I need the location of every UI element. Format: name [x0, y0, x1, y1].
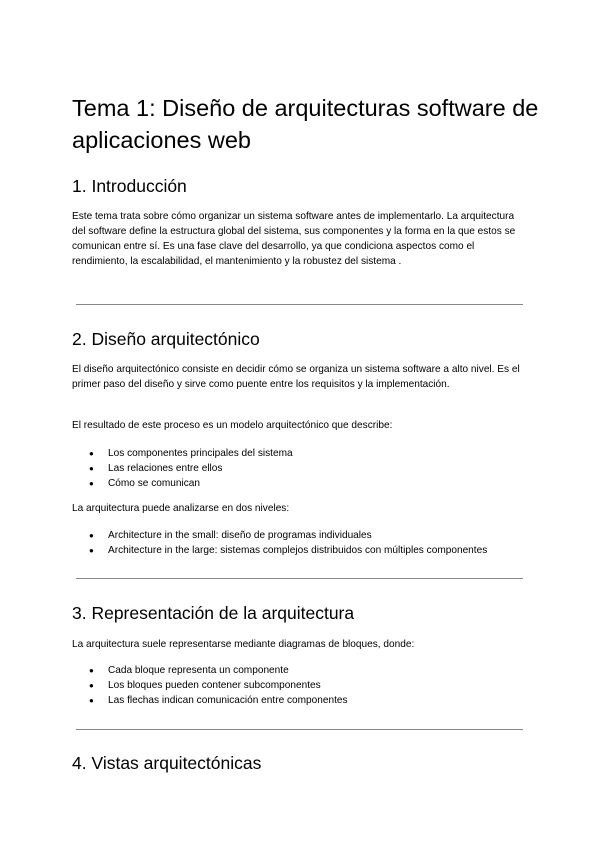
bullet-icon: ●: [89, 449, 94, 458]
bloques-bullet-list: [72, 663, 532, 708]
bullet-icon: ●: [89, 464, 94, 473]
document-title: Tema 1: Diseño de arquitecturas software de aplicaciones web: [72, 95, 539, 153]
modelo-bullet-list: [72, 446, 532, 491]
section-heading-diseno-arquitectonico: 2. Diseño arquitectónico: [72, 329, 260, 349]
bullet-icon: ●: [89, 666, 94, 675]
modelo-paragraph: El resultado de este proceso es un modelo arquitectónico que describe:: [72, 420, 393, 431]
section-divider: [76, 578, 523, 579]
diseno-paragraph: El diseño arquitectónico consiste en decidir cómo se organiza un sistema software a alto nivel. Es el primer paso del diseño y sirve como puente entre los requisitos y la implementación.: [72, 364, 520, 390]
niveles-paragraph: La arquitectura puede analizarse en dos niveles:: [72, 503, 290, 514]
representacion-paragraph: La arquitectura suele representarse mediante diagramas de bloques, donde:: [72, 639, 415, 650]
bullet-icon: ●: [89, 681, 94, 690]
list-item: ● Cada bloque representa un componente: [89, 665, 289, 676]
section-heading-vistas: 4. Vistas arquitectónicas: [72, 753, 262, 773]
section-divider: [76, 729, 523, 730]
bullet-icon: ●: [89, 531, 94, 540]
section-heading-introduccion: 1. Introducción: [72, 176, 187, 196]
list-item: ● Las relaciones entre ellos: [89, 463, 223, 474]
bullet-icon: ●: [89, 696, 94, 705]
list-item: ● Los bloques pueden contener subcomponentes: [89, 680, 321, 691]
list-item: ● Architecture in the large: sistemas complejos distribuidos con múltiples componentes: [89, 545, 488, 556]
niveles-bullet-list: [72, 528, 532, 558]
list-item: ● Architecture in the small: diseño de programas individuales: [89, 530, 372, 541]
section-divider: [76, 304, 523, 305]
list-item: ● Las flechas indican comunicación entre componentes: [89, 695, 348, 706]
list-item: ● Cómo se comunican: [89, 478, 201, 489]
bullet-icon: ●: [89, 546, 94, 555]
list-item: ● Los componentes principales del sistema: [89, 448, 293, 459]
intro-paragraph: Este tema trata sobre cómo organizar un sistema software antes de implementarlo. La arquitectura del software define la estructura global del sistema, sus componentes y la forma en la que estos se comunican entre sí. Es una fase clave del desarrollo, ya que condiciona aspectos como el rendimiento, la escalabilidad, el mantenimiento y la robustez del sistema .: [72, 211, 516, 267]
section-heading-representacion: 3. Representación de la arquitectura: [72, 603, 355, 623]
bullet-icon: ●: [89, 479, 94, 488]
